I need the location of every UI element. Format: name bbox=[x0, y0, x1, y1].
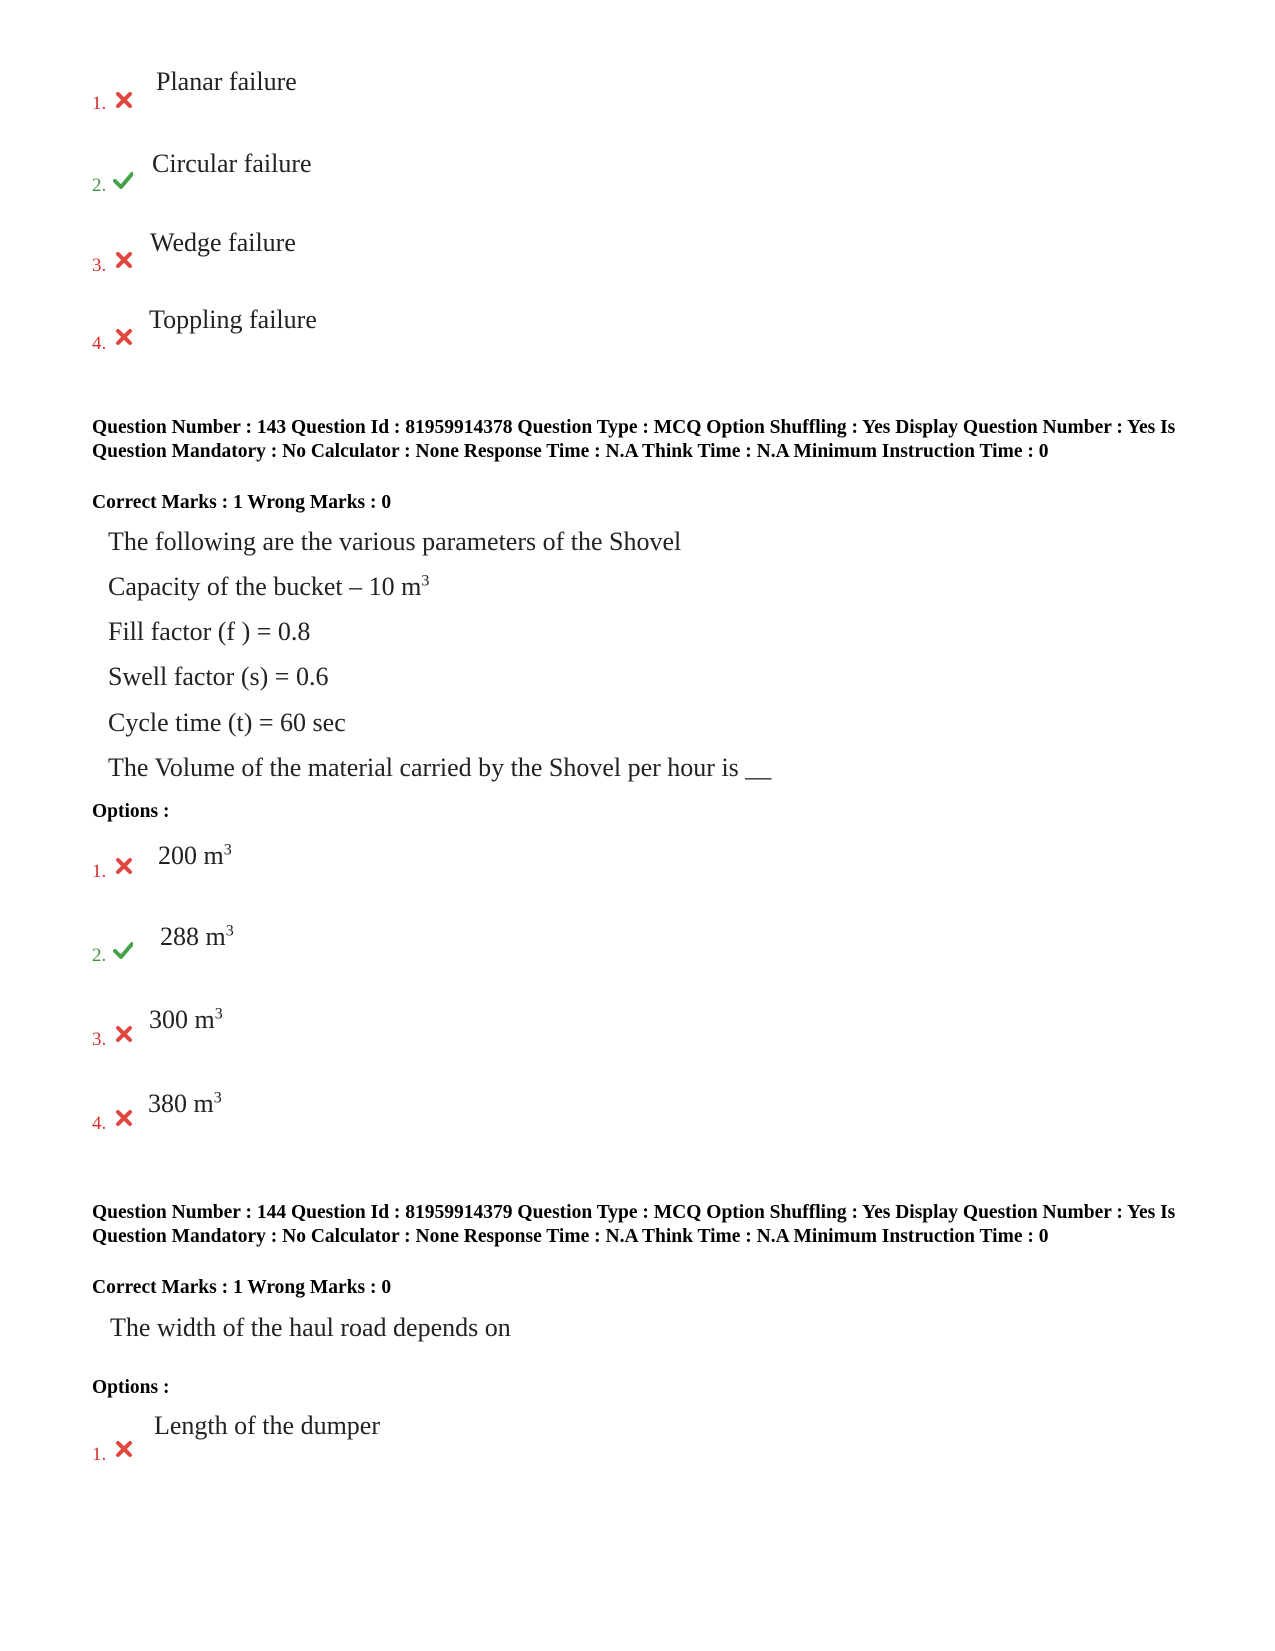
cross-icon bbox=[114, 250, 134, 270]
question-144-text: The width of the haul road depends on bbox=[110, 1313, 511, 1342]
question-143-line: The Volume of the material carried by the Shovel per hour is __ bbox=[108, 753, 772, 782]
cross-icon bbox=[114, 856, 134, 876]
option-number: 4. bbox=[92, 1113, 107, 1134]
question-143-line: Cycle time (t) = 60 sec bbox=[108, 708, 346, 737]
cross-icon bbox=[114, 90, 134, 110]
option-number: 1. bbox=[92, 93, 107, 114]
option-number: 4. bbox=[92, 333, 107, 354]
cross-icon bbox=[114, 1024, 134, 1044]
option-number: 2. bbox=[92, 945, 107, 966]
option-text: 288 $m^3$ bbox=[160, 922, 234, 951]
cross-icon bbox=[114, 1108, 134, 1128]
question-143-line: The following are the various parameters of the Shovel bbox=[108, 527, 682, 556]
option-text: 200 $m^3$ bbox=[158, 841, 232, 870]
check-icon bbox=[113, 170, 133, 190]
question-143-line: Fill factor (f ) = 0.8 bbox=[108, 617, 311, 646]
option-number: 3. bbox=[92, 1029, 107, 1050]
options-label: Options : bbox=[92, 801, 170, 822]
option-number: 1. bbox=[92, 861, 107, 882]
option-text: 300 $m^3$ bbox=[149, 1005, 223, 1034]
check-icon bbox=[113, 940, 133, 960]
question-143-meta: Question Number : 143 Question Id : 81959914378 Question Type : MCQ Option Shuffling : Yes Display Question Number : Yes Is Question Mandatory : No Calculator : None Response Time : N.A Think Time : N.A Minimum Instruction Time : 0 bbox=[92, 417, 1176, 462]
cross-icon bbox=[114, 1439, 134, 1459]
option-number: 3. bbox=[92, 255, 107, 276]
option-text: Planar failure bbox=[156, 67, 297, 96]
options-label: Options : bbox=[92, 1377, 170, 1398]
question-144-marks: Correct Marks : 1 Wrong Marks : 0 bbox=[92, 1277, 392, 1298]
option-text: Circular failure bbox=[152, 149, 312, 178]
option-number: 2. bbox=[92, 175, 107, 196]
question-143-marks: Correct Marks : 1 Wrong Marks : 0 bbox=[92, 492, 392, 513]
question-144-meta: Question Number : 144 Question Id : 81959914379 Question Type : MCQ Option Shuffling : Yes Display Question Number : Yes Is Question Mandatory : No Calculator : None Response Time : N.A Think Time : N.A Minimum Instruction Time : 0 bbox=[92, 1202, 1176, 1247]
option-text: Wedge failure bbox=[150, 228, 296, 257]
option-text: Length of the dumper bbox=[154, 1411, 380, 1440]
option-text: 380 $m^3$ bbox=[148, 1089, 222, 1118]
option-number: 1. bbox=[92, 1444, 107, 1465]
question-143-line: Swell factor (s) = 0.6 bbox=[108, 662, 329, 691]
option-text: Toppling failure bbox=[149, 305, 317, 334]
superscript: 3 bbox=[421, 572, 430, 590]
cross-icon bbox=[114, 327, 134, 347]
question-143-line: Capacity of the bucket – 10 $m^3$ bbox=[108, 572, 430, 601]
